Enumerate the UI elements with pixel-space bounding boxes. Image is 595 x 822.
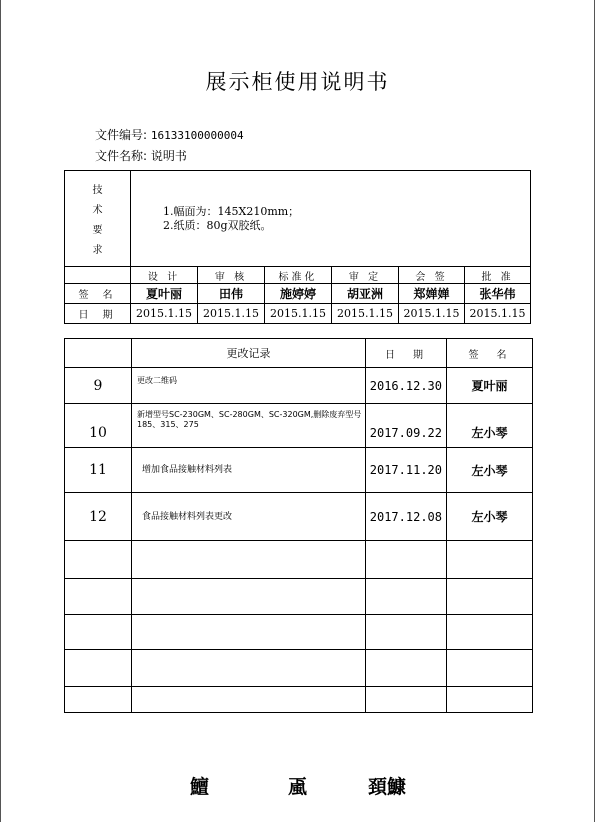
sign-label: 签名 bbox=[65, 284, 131, 304]
signature-approve: 张华伟 bbox=[465, 284, 531, 304]
requirements-label-char: 要 bbox=[92, 224, 103, 236]
table-row bbox=[65, 448, 533, 493]
file-name-label: 文件名称: bbox=[95, 149, 148, 163]
change-content: 食品接触材料列表更改 bbox=[132, 493, 366, 541]
change-no: 9 bbox=[65, 368, 132, 404]
change-date: 2017.12.08 bbox=[366, 493, 447, 541]
header-verify: 审 定 bbox=[332, 267, 399, 284]
requirements-label bbox=[65, 171, 131, 267]
approval-table bbox=[64, 170, 531, 324]
footer-glyph: 鱣 bbox=[190, 776, 210, 798]
header-approve: 批 准 bbox=[465, 267, 531, 284]
header-blank-cell bbox=[65, 267, 131, 284]
requirement-line: 2.纸质：80g双胶纸。 bbox=[163, 218, 272, 232]
requirements-body bbox=[131, 171, 531, 267]
table-row bbox=[65, 368, 533, 404]
date-standardize: 2015.1.15 bbox=[265, 304, 332, 324]
file-number-label: 文件编号: bbox=[95, 128, 148, 142]
header-design: 设 计 bbox=[131, 267, 198, 284]
file-number-value: 16133100000004 bbox=[150, 129, 244, 142]
date-label: 日期 bbox=[65, 304, 131, 324]
date-review: 2015.1.15 bbox=[198, 304, 265, 324]
change-no: 11 bbox=[65, 448, 132, 493]
page-edge-left bbox=[0, 0, 1, 822]
change-signature: 左小琴 bbox=[447, 493, 533, 541]
change-date: 2017.11.20 bbox=[366, 448, 447, 493]
change-header-sign: 签名 bbox=[447, 339, 533, 368]
empty-row bbox=[65, 687, 533, 713]
change-header-blank bbox=[65, 339, 132, 368]
empty-row bbox=[65, 650, 533, 687]
date-countersign: 2015.1.15 bbox=[399, 304, 465, 324]
file-name-value: 说明书 bbox=[150, 149, 187, 163]
date-approve: 2015.1.15 bbox=[465, 304, 531, 324]
header-review: 审 核 bbox=[198, 267, 265, 284]
change-signature: 左小琴 bbox=[447, 404, 533, 448]
empty-row bbox=[65, 541, 533, 579]
empty-row bbox=[65, 579, 533, 615]
requirement-line: 1.幅面为：145X210mm； bbox=[163, 204, 300, 218]
change-content: 新增型号SC-230GM、SC-280GM、SC-320GM,删除废弃型号185、315、275 bbox=[132, 404, 366, 448]
file-number-row bbox=[95, 126, 244, 143]
requirements-label-char: 技 bbox=[92, 184, 103, 196]
footer-glyph: 頚鱇 bbox=[368, 776, 407, 798]
signature-verify: 胡亚洲 bbox=[332, 284, 399, 304]
signature-countersign: 郑婵婵 bbox=[399, 284, 465, 304]
footer-glyph: 颪 bbox=[288, 776, 308, 798]
signature-design: 夏叶丽 bbox=[131, 284, 198, 304]
table-row bbox=[65, 493, 533, 541]
table-row bbox=[65, 404, 533, 448]
change-record-table bbox=[64, 338, 533, 713]
change-no: 10 bbox=[65, 404, 132, 448]
requirements-label-char: 术 bbox=[92, 204, 103, 216]
change-date: 2017.09.22 bbox=[366, 404, 447, 448]
change-no: 12 bbox=[65, 493, 132, 541]
change-date: 2016.12.30 bbox=[366, 368, 447, 404]
change-signature: 左小琴 bbox=[447, 448, 533, 493]
change-content: 更改二维码 bbox=[132, 368, 366, 404]
change-header-date: 日期 bbox=[366, 339, 447, 368]
change-content: 增加食品接触材料列表 bbox=[132, 448, 366, 493]
signature-review: 田伟 bbox=[198, 284, 265, 304]
page-title: 展示柜使用说明书 bbox=[205, 70, 390, 94]
change-signature: 夏叶丽 bbox=[447, 368, 533, 404]
header-countersign: 会 签 bbox=[399, 267, 465, 284]
date-design: 2015.1.15 bbox=[131, 304, 198, 324]
signature-standardize: 施婷婷 bbox=[265, 284, 332, 304]
file-name-row bbox=[95, 147, 187, 164]
header-standardize: 标准化 bbox=[265, 267, 332, 284]
requirements-label-char: 求 bbox=[92, 244, 103, 256]
empty-row bbox=[65, 615, 533, 650]
date-verify: 2015.1.15 bbox=[332, 304, 399, 324]
change-header-record: 更改记录 bbox=[132, 339, 366, 368]
